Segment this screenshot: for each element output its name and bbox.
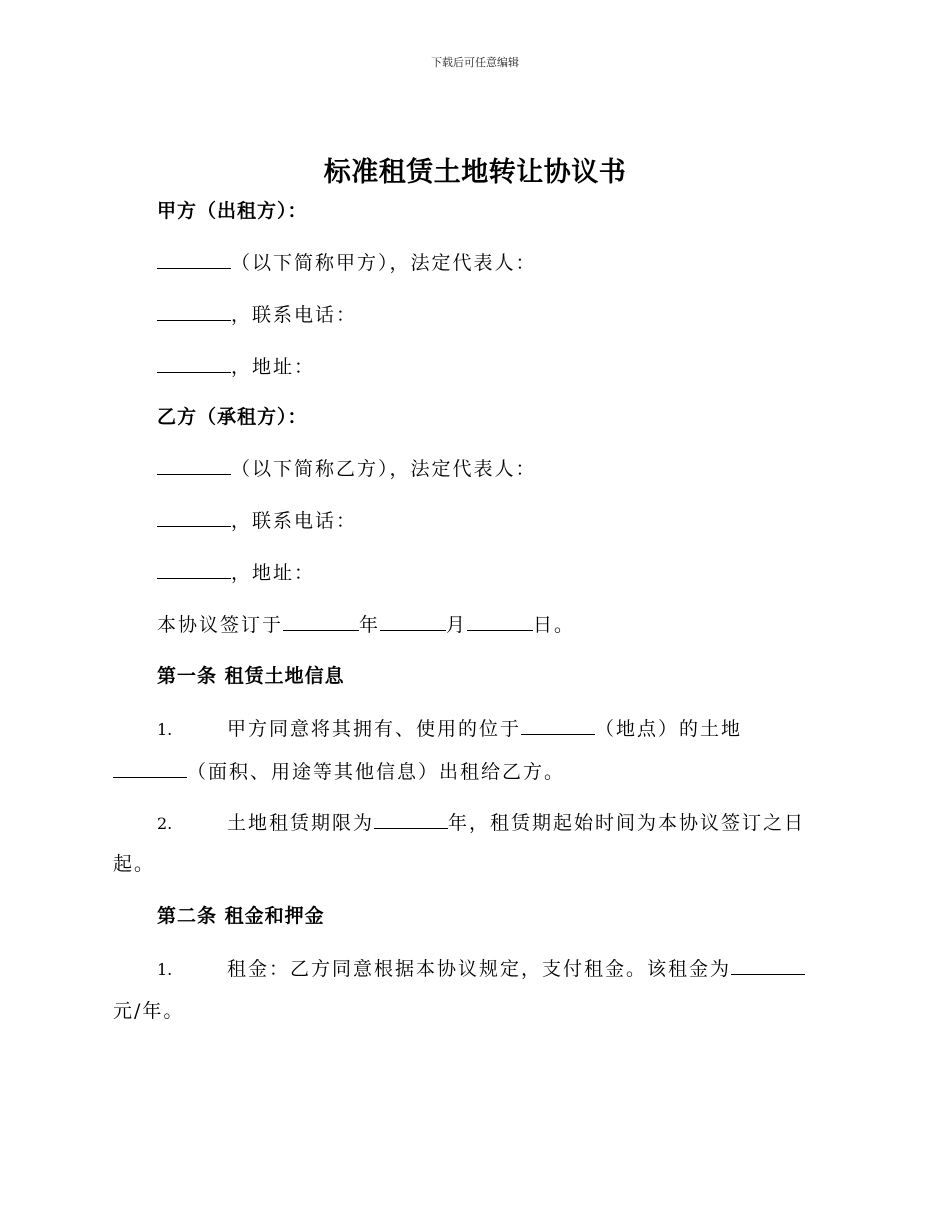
signing-date-line xyxy=(157,612,575,637)
party-a-name-line xyxy=(157,250,537,275)
party-b-phone-blank[interactable] xyxy=(157,560,231,579)
article-2-item-1-line-1 xyxy=(157,956,805,982)
article-2-item-1-text-a: 租金：乙方同意根据本协议规定，支付租金。该租金为 xyxy=(227,958,732,980)
party-b-phone-text: ，联系电话： xyxy=(231,510,358,532)
party-b-name-text: （以下简称乙方），法定代表人： xyxy=(231,458,537,480)
party-a-heading: 甲方（出租方）： xyxy=(157,200,308,222)
article-1-item-2-text-c: 起。 xyxy=(113,853,156,875)
header-note: 下载后可任意编辑 xyxy=(431,56,519,69)
signing-day-label: 日。 xyxy=(533,614,576,636)
party-a-phone-line xyxy=(157,302,357,327)
lease-term-blank[interactable] xyxy=(374,810,448,829)
party-a-representative-blank[interactable] xyxy=(157,302,231,321)
party-a-name-text: （以下简称甲方），法定代表人： xyxy=(231,252,537,274)
article-1-heading: 第一条 租赁土地信息 xyxy=(157,665,345,687)
signing-year-label: 年 xyxy=(359,614,381,636)
signing-month-label: 月 xyxy=(446,614,468,636)
article-1-item-1-line-2 xyxy=(113,759,565,784)
article-1-item-2-text-b: 年，租赁期起始时间为本协议签订之日 xyxy=(448,812,806,834)
article-1-item-2-number: 2. xyxy=(157,814,173,833)
party-a-phone-blank[interactable] xyxy=(157,354,231,373)
article-2-item-1-number: 1. xyxy=(157,960,173,979)
article-1-item-2-line-2 xyxy=(113,852,155,876)
signing-prefix: 本协议签订于 xyxy=(157,614,284,636)
article-1-item-2-text-a: 土地租赁期限为 xyxy=(227,812,375,834)
party-b-representative-blank[interactable] xyxy=(157,508,231,527)
document-title: 标准租赁土地转让协议书 xyxy=(323,157,627,188)
party-a-address-text: ，地址： xyxy=(231,356,316,378)
article-1-item-1-text-b: （地点）的土地 xyxy=(595,718,743,740)
signing-day-blank[interactable] xyxy=(467,612,533,631)
party-b-name-line xyxy=(157,456,537,481)
party-a-phone-text: ，联系电话： xyxy=(231,304,358,326)
article-1-item-1-line-1 xyxy=(157,716,742,742)
party-b-heading: 乙方（承租方）： xyxy=(157,406,308,428)
party-b-phone-line xyxy=(157,508,357,533)
party-b-address-text: ，地址： xyxy=(231,562,316,584)
signing-month-blank[interactable] xyxy=(380,612,446,631)
article-2-item-1-line-2 xyxy=(113,999,184,1023)
party-b-address-line xyxy=(157,560,315,585)
party-a-address-line xyxy=(157,354,315,379)
article-1-item-1-text-a: 甲方同意将其拥有、使用的位于 xyxy=(227,718,522,740)
article-1-item-2-line-1 xyxy=(157,810,805,836)
land-location-blank[interactable] xyxy=(521,716,595,735)
signing-year-blank[interactable] xyxy=(283,612,359,631)
article-1-item-1-text-c: （面积、用途等其他信息）出租给乙方。 xyxy=(187,761,566,783)
article-2-item-1-text-c: 元/年。 xyxy=(113,1000,185,1022)
article-2-heading: 第二条 租金和押金 xyxy=(157,905,325,927)
land-info-blank[interactable] xyxy=(113,759,187,778)
party-a-name-blank[interactable] xyxy=(157,250,231,269)
rent-amount-blank[interactable] xyxy=(731,956,805,975)
party-b-name-blank[interactable] xyxy=(157,456,231,475)
article-1-item-1-number: 1. xyxy=(157,720,173,739)
